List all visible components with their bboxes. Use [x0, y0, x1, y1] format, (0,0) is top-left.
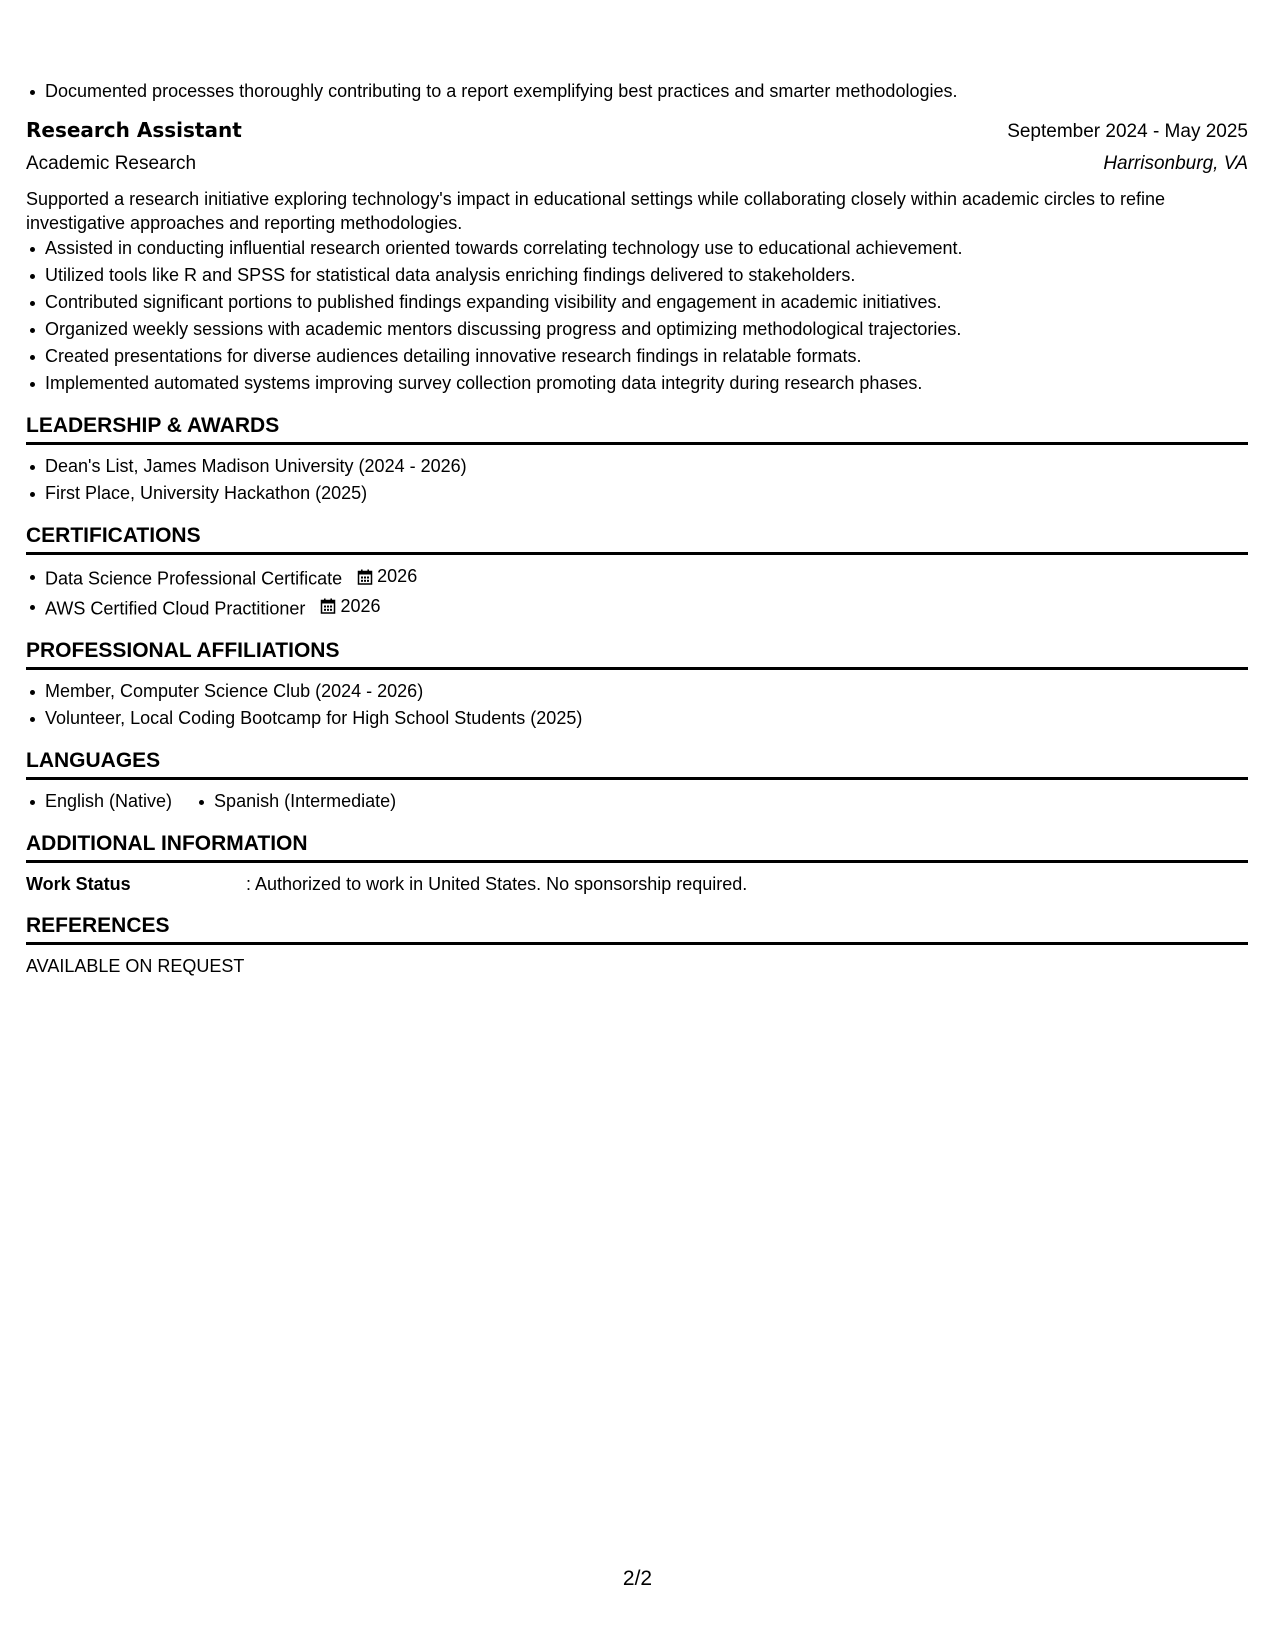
job-location: Harrisonburg, VA — [1103, 153, 1248, 174]
references-text: AVAILABLE ON REQUEST — [26, 956, 245, 976]
leadership-list — [26, 453, 1248, 507]
list-item: Created presentations for diverse audiences detailing innovative research findings in relatable formats. — [45, 343, 1248, 370]
work-status-row — [26, 871, 1248, 897]
job-title: Research Assistant — [26, 118, 242, 142]
list-item: Implemented automated systems improving survey collection promoting data integrity during research phases. — [45, 370, 1248, 397]
certification-date — [320, 593, 380, 620]
certification-name: Data Science Professional Certificate — [45, 568, 343, 589]
job-header — [26, 115, 1248, 147]
section-certifications — [26, 521, 1248, 622]
work-status-value: : Authorized to work in United States. No sponsorship required. — [246, 874, 748, 894]
certification-year: 2026 — [377, 566, 418, 586]
job-organization: Academic Research — [26, 153, 197, 174]
list-item — [45, 563, 1248, 593]
section-leadership — [26, 411, 1248, 507]
resume-page — [26, 78, 1248, 979]
list-item: English (Native) — [45, 788, 172, 815]
section-title: PROFESSIONAL AFFILIATIONS — [26, 636, 1248, 670]
page-number: 2/2 — [622, 1567, 653, 1590]
list-item: Dean's List, James Madison University (2024 - 2026) — [45, 453, 1248, 480]
languages-list — [26, 788, 1248, 815]
list-item: Documented processes thoroughly contributing to a report exemplifying best practices and smarter methodologies. — [45, 78, 1248, 105]
section-title: LEADERSHIP & AWARDS — [26, 411, 1248, 445]
certifications-list — [26, 563, 1248, 622]
section-affiliations — [26, 636, 1248, 732]
job-summary: Supported a research initiative exploring technology's impact in educational settings while collaborating closely within academic circles to refine investigative approaches and reporting methodologies. — [26, 189, 1166, 233]
certification-name: AWS Certified Cloud Practitioner — [45, 598, 306, 618]
job-dates: September 2024 - May 2025 — [1007, 121, 1248, 142]
affiliations-list — [26, 678, 1248, 732]
work-status-label: Work Status — [26, 874, 131, 894]
section-title: CERTIFICATIONS — [26, 521, 1248, 555]
section-references — [26, 911, 1248, 979]
section-languages — [26, 746, 1248, 815]
list-item: Spanish (Intermediate) — [214, 788, 396, 815]
section-title: ADDITIONAL INFORMATION — [26, 829, 1248, 863]
calendar-icon — [320, 598, 336, 614]
list-item: Contributed significant portions to published findings expanding visibility and engagement in academic initiatives. — [45, 289, 1248, 316]
section-title: LANGUAGES — [26, 746, 1248, 780]
certification-date — [357, 563, 417, 590]
list-item: Volunteer, Local Coding Bootcamp for High School Students (2025) — [45, 705, 1248, 732]
list-item: Assisted in conducting influential research oriented towards correlating technology use to educational achievement. — [45, 235, 1248, 262]
job-subheader — [26, 149, 1248, 179]
list-item: Organized weekly sessions with academic mentors discussing progress and optimizing methodological trajectories. — [45, 316, 1248, 343]
calendar-icon — [357, 569, 373, 585]
previous-job-bullets — [26, 78, 1248, 105]
section-additional-information — [26, 829, 1248, 897]
section-title: REFERENCES — [26, 911, 1248, 945]
list-item — [45, 593, 1248, 623]
certification-year: 2026 — [340, 595, 381, 616]
job-entry — [26, 115, 1248, 397]
list-item: Member, Computer Science Club (2024 - 2026) — [45, 678, 1248, 705]
job-bullets — [26, 235, 1248, 397]
list-item: Utilized tools like R and SPSS for statistical data analysis enriching findings delivered to stakeholders. — [45, 262, 1248, 289]
list-item: First Place, University Hackathon (2025) — [45, 480, 1248, 507]
